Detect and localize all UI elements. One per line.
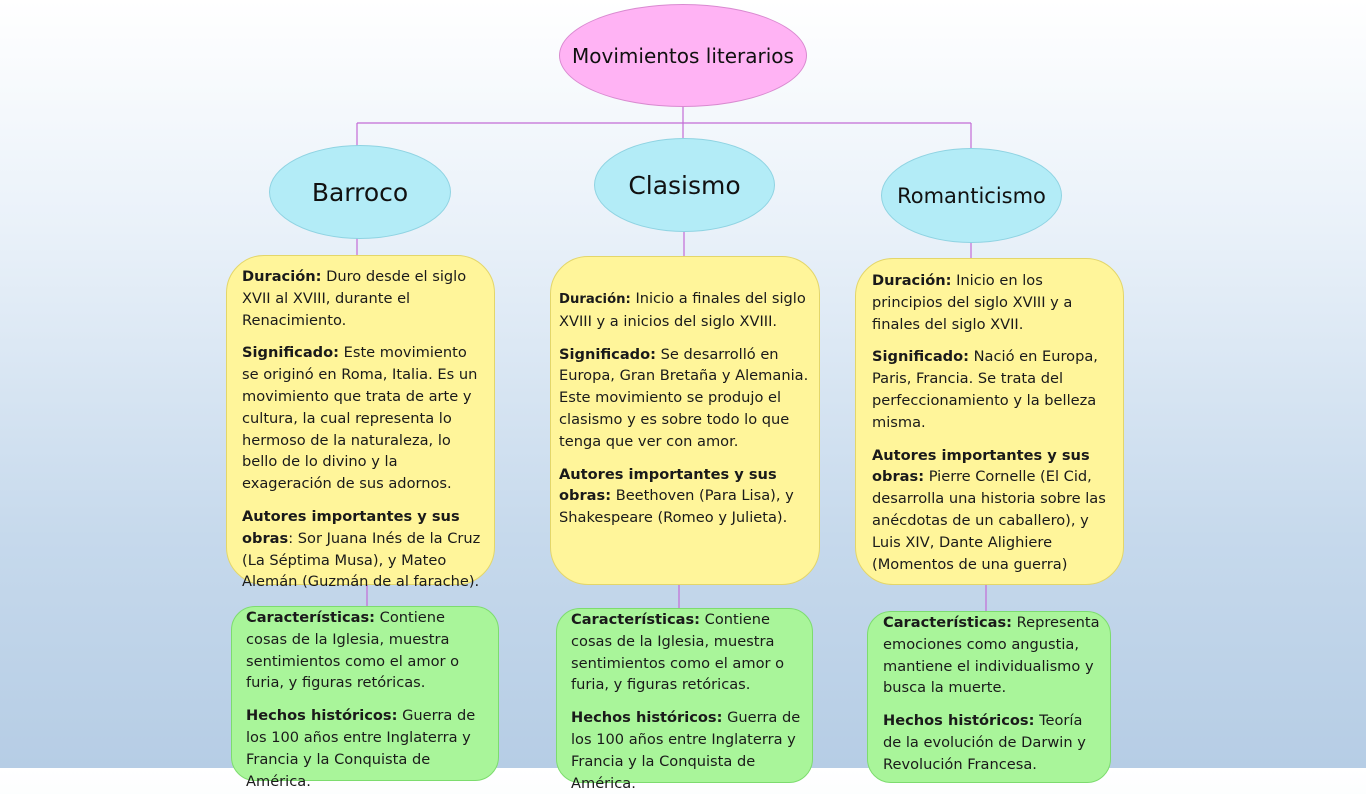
features-label: Características: <box>571 611 701 628</box>
details-box-romanticismo <box>867 611 1111 783</box>
category-clasismo <box>594 138 775 232</box>
category-title: Clasismo <box>628 170 741 200</box>
authors-label: Autores importantes y sus obras: <box>872 446 1090 486</box>
authors-suffix: : <box>288 529 294 547</box>
duration-text: Duro desde el siglo XVII al XVIII, durante el Renacimiento. <box>242 268 467 329</box>
meaning-paragraph <box>872 346 1117 433</box>
history-text: Guerra de los 100 años entre Inglaterra y Francia y la Conquista de América. <box>571 709 801 792</box>
details-box-barroco <box>231 606 499 790</box>
info-box-romanticismo <box>855 258 1124 585</box>
history-label: Hechos históricos: <box>883 712 1035 730</box>
meaning-text: Nació en Europa, Paris, Francia. Se trata del perfeccionamiento y la belleza misma. <box>872 348 1098 431</box>
root-title: Movimientos literarios <box>572 43 794 68</box>
history-paragraph <box>571 707 808 794</box>
category-title: Barroco <box>311 177 409 207</box>
authors-text: Sor Juana Inés de la Cruz (La Séptima Musa), y Mateo Alemán (Guzmán de al farache). <box>242 529 481 591</box>
meaning-paragraph <box>242 342 484 495</box>
authors-text: Pierre Cornelle (El Cid, desarrolla una historia sobre las anécdotas de un caballero), y Luis XIV, Dante Alighiere (Momentos de una guerra) <box>872 468 1106 573</box>
authors-paragraph <box>872 445 1117 576</box>
info-box-barroco <box>226 255 495 591</box>
category-romanticismo <box>881 148 1062 243</box>
features-text: Contiene cosas de la Iglesia, muestra sentimientos como el amor o furia, y figuras retóricas. <box>246 609 460 692</box>
root-node <box>559 4 807 107</box>
authors-paragraph <box>242 506 484 593</box>
history-text: Guerra de los 100 años entre Inglaterra y Francia y la Conquista de América. <box>246 707 476 790</box>
history-paragraph <box>883 710 1102 775</box>
features-paragraph <box>883 612 1102 699</box>
duration-label: Duración: <box>559 292 631 307</box>
category-barroco <box>269 145 451 239</box>
duration-paragraph <box>242 266 484 331</box>
history-label: Hechos históricos: <box>571 709 723 727</box>
authors-label: Autores importantes y sus obras: <box>559 465 777 505</box>
history-label: Hechos históricos: <box>246 707 398 725</box>
features-text: Representa emociones como angustia, mantiene el individualismo y busca la muerte. <box>883 614 1100 697</box>
authors-label: Autores importantes y sus obras <box>242 507 460 547</box>
duration-paragraph <box>559 288 809 333</box>
authors-text: Beethoven (Para Lisa), y Shakespeare (Romeo y Julieta). <box>559 487 794 527</box>
details-box-clasismo <box>556 608 813 792</box>
features-text: Contiene cosas de la Iglesia, muestra sentimientos como el amor o furia, y figuras retóricas. <box>571 611 785 694</box>
features-paragraph <box>571 609 808 696</box>
duration-text: Inicio en los principios del siglo XVIII y a finales del siglo XVII. <box>872 272 1073 333</box>
meaning-text: Se desarrolló en Europa, Gran Bretaña y Alemania. Este movimiento se produjo el clasismo y es sobre todo lo que tenga que ver con amor. <box>559 345 809 450</box>
features-paragraph <box>246 607 490 694</box>
meaning-paragraph <box>559 344 809 453</box>
meaning-label: Significado: <box>559 345 656 363</box>
duration-paragraph <box>872 270 1117 335</box>
duration-label: Duración: <box>242 268 322 285</box>
history-paragraph <box>246 705 490 792</box>
meaning-label: Significado: <box>872 348 969 366</box>
history-text: Teoría de la evolución de Darwin y Revolución Francesa. <box>883 712 1086 773</box>
features-label: Características: <box>246 609 376 626</box>
category-title: Romanticismo <box>897 183 1046 208</box>
info-box-clasismo <box>550 256 820 585</box>
authors-paragraph <box>559 464 809 529</box>
features-label: Características: <box>883 614 1013 631</box>
meaning-text: Este movimiento se originó en Roma, Italia. Es un movimiento que trata de arte y cultura, la cual representa lo hermoso de la naturaleza, lo bello de lo divino y la exageración de sus adornos. <box>242 344 478 493</box>
meaning-label: Significado: <box>242 344 339 362</box>
duration-label: Duración: <box>872 272 952 289</box>
duration-text: Inicio a finales del siglo XVIII y a inicios del siglo XVIII. <box>559 290 806 330</box>
